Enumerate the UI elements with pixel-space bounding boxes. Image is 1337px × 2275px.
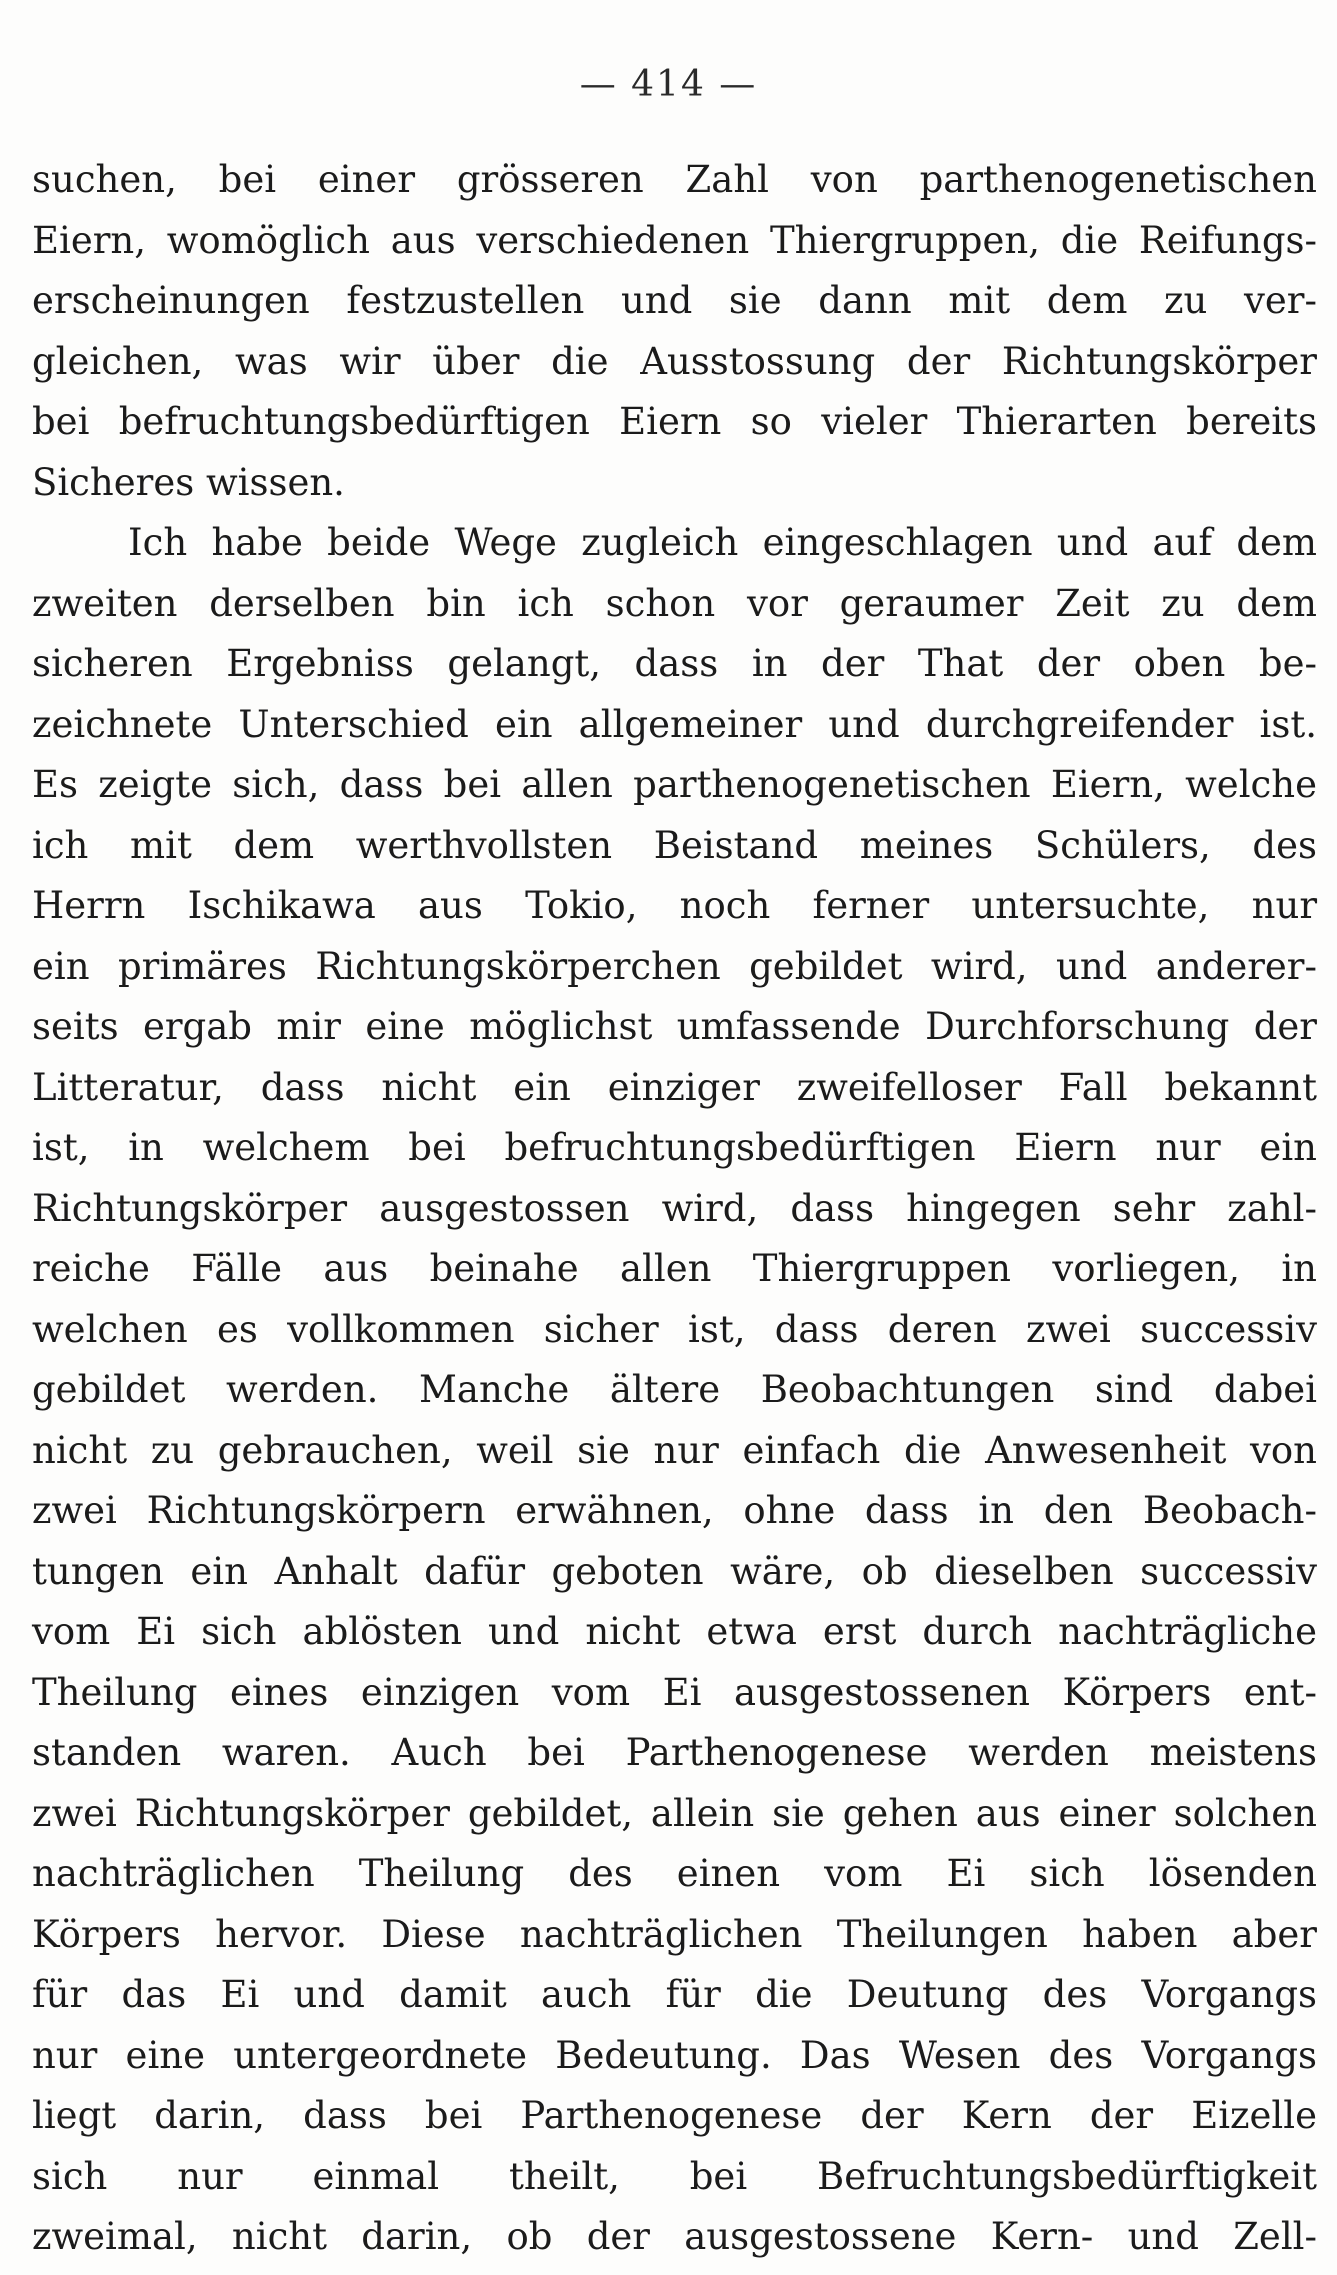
text-line: Richtungskörper ausgestossen wird, dass hingegen sehr zahl- [32,1186,1317,1230]
text-line: gebildet werden. Manche ältere Beobachtungen sind dabei [32,1368,1317,1411]
text-line: Eiern, womöglich aus verschiedenen Thiergruppen, die Reifungs- [32,218,1317,262]
text-line: ein primäres Richtungskörperchen gebildet wird, und anderer- [32,944,1317,988]
text-line: ist, in welchem bei befruchtungsbedürftigen Eiern nur ein [32,1126,1317,1169]
text-line: Körpers hervor. Diese nachträglichen Theilungen haben aber [32,1912,1317,1956]
text-line: Herrn Ischikawa aus Tokio, noch ferner untersuchte, nur [32,884,1317,927]
text-line: sich nur einmal theilt, bei Befruchtungsbedürftigkeit [32,2154,1317,2198]
text-line: reiche Fälle aus beinahe allen Thiergruppen vorliegen, in [32,1247,1317,1290]
text-line: zwei Richtungskörpern erwähnen, ohne dass in den Beobach- [32,1489,1317,1532]
text-line: Theilung eines einzigen vom Ei ausgestossenen Körpers ent- [32,1670,1317,1714]
text-line: zweimal, nicht darin, ob der ausgestossene Kern- und Zell- [32,2215,1317,2258]
text-line: zweiten derselben bin ich schon vor geraumer Zeit zu dem [32,581,1317,625]
text-line: vom Ei sich ablösten und nicht etwa erst durch nachträgliche [32,1610,1317,1653]
text-line: für das Ei und damit auch für die Deutung des Vorgangs [32,1973,1317,2016]
text-line: seits ergab mir eine möglichst umfassende Durchforschung der [32,1005,1317,1048]
text-line: bei befruchtungsbedürftigen Eiern so vieler Thierarten bereits [32,400,1317,443]
text-line: nachträglichen Theilung des einen vom Ei sich lösenden [32,1852,1317,1895]
text-line: zwei Richtungskörper gebildet, allein sie gehen aus einer solchen [32,1791,1317,1835]
text-line: Litteratur, dass nicht ein einziger zweifelloser Fall bekannt [32,1065,1317,1109]
body-text [32,150,1317,2268]
text-line: liegt darin, dass bei Parthenogenese der Kern der Eizelle [32,2094,1317,2137]
page-number: — 414 — [579,64,758,105]
text-line: ich mit dem werthvollsten Beistand meines Schülers, des [32,823,1317,867]
text-line: welchen es vollkommen sicher ist, dass deren zwei successiv [32,1307,1317,1351]
text-line: Es zeigte sich, dass bei allen parthenogenetischen Eiern, welche [32,763,1317,806]
text-line: zeichnete Unterschied ein allgemeiner und durchgreifender ist. [32,702,1317,746]
text-line: erscheinungen festzustellen und sie dann mit dem zu ver- [32,279,1317,322]
text-line: tungen ein Anhalt dafür geboten wäre, ob dieselben successiv [32,1549,1317,1593]
text-line: Sicheres wissen. [32,460,345,504]
paragraph-first-line: Ich habe beide Wege zugleich eingeschlagen und auf dem [128,521,1317,564]
text-line: gleichen, was wir über die Ausstossung der Richtungskörper [32,339,1317,383]
text-line: nur eine untergeordnete Bedeutung. Das Wesen des Vorgangs [32,2033,1317,2077]
text-line: sicheren Ergebniss gelangt, dass in der That der oben be- [32,642,1317,685]
text-line: suchen, bei einer grösseren Zahl von parthenogenetischen [32,158,1317,201]
text-line: standen waren. Auch bei Parthenogenese werden meistens [32,1731,1317,1774]
text-line: nicht zu gebrauchen, weil sie nur einfach die Anwesenheit von [32,1428,1317,1472]
